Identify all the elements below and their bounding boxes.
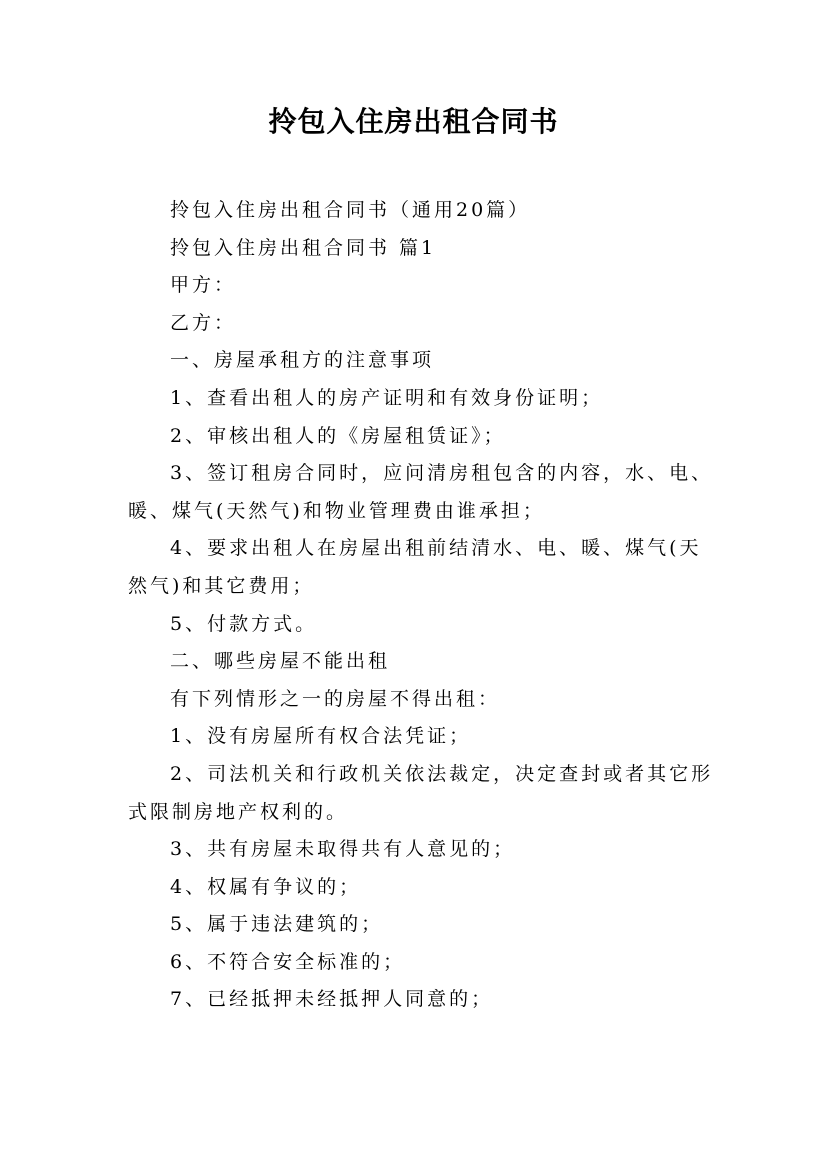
- document-body: [128, 192, 718, 1019]
- paragraph-section-2-heading: 二、哪些房屋不能出租: [170, 650, 391, 673]
- paragraph-item: 3、共有房屋未取得共有人意见的；: [170, 838, 516, 861]
- paragraph-item: 4、权属有争议的；: [170, 875, 362, 898]
- paragraph-item: 4、要求出租人在房屋出租前结清水、电、暖、煤气(天然气)和其它费用；: [128, 537, 702, 597]
- paragraph-item: 1、没有房屋所有权合法凭证；: [170, 725, 472, 748]
- paragraph-section-1-heading: 一、房屋承租方的注意事项: [170, 349, 435, 372]
- paragraph-item: 5、属于违法建筑的；: [170, 913, 384, 936]
- paragraph-item: 5、付款方式。: [170, 612, 318, 635]
- paragraph-item: 6、不符合安全标准的；: [170, 950, 406, 973]
- document-title: 拎包入住房出租合同书: [268, 105, 559, 138]
- paragraph-item: 7、已经抵押未经抵押人同意的；: [170, 988, 494, 1011]
- paragraph-item: 1、查看出租人的房产证明和有效身份证明；: [170, 386, 604, 409]
- paragraph-item: 2、审核出租人的《房屋租赁证》；: [170, 424, 506, 447]
- paragraph-collection-title: 拎包入住房出租合同书（通用20篇）: [170, 199, 531, 221]
- paragraph-party-a: 甲方：: [170, 274, 237, 297]
- paragraph-party-b: 乙方：: [170, 311, 237, 334]
- paragraph-intro: 有下列情形之一的房屋不得出租：: [170, 687, 501, 710]
- paragraph-item: 3、签订租房合同时，应问清房租包含的内容，水、电、暖、煤气(天然气)和物业管理费由谁承担；: [128, 462, 714, 522]
- paragraph-item: 2、司法机关和行政机关依法裁定，决定查封或者其它形式限制房地产权利的。: [128, 762, 714, 823]
- paragraph-article-heading: 拎包入住房出租合同书 篇1: [170, 236, 437, 259]
